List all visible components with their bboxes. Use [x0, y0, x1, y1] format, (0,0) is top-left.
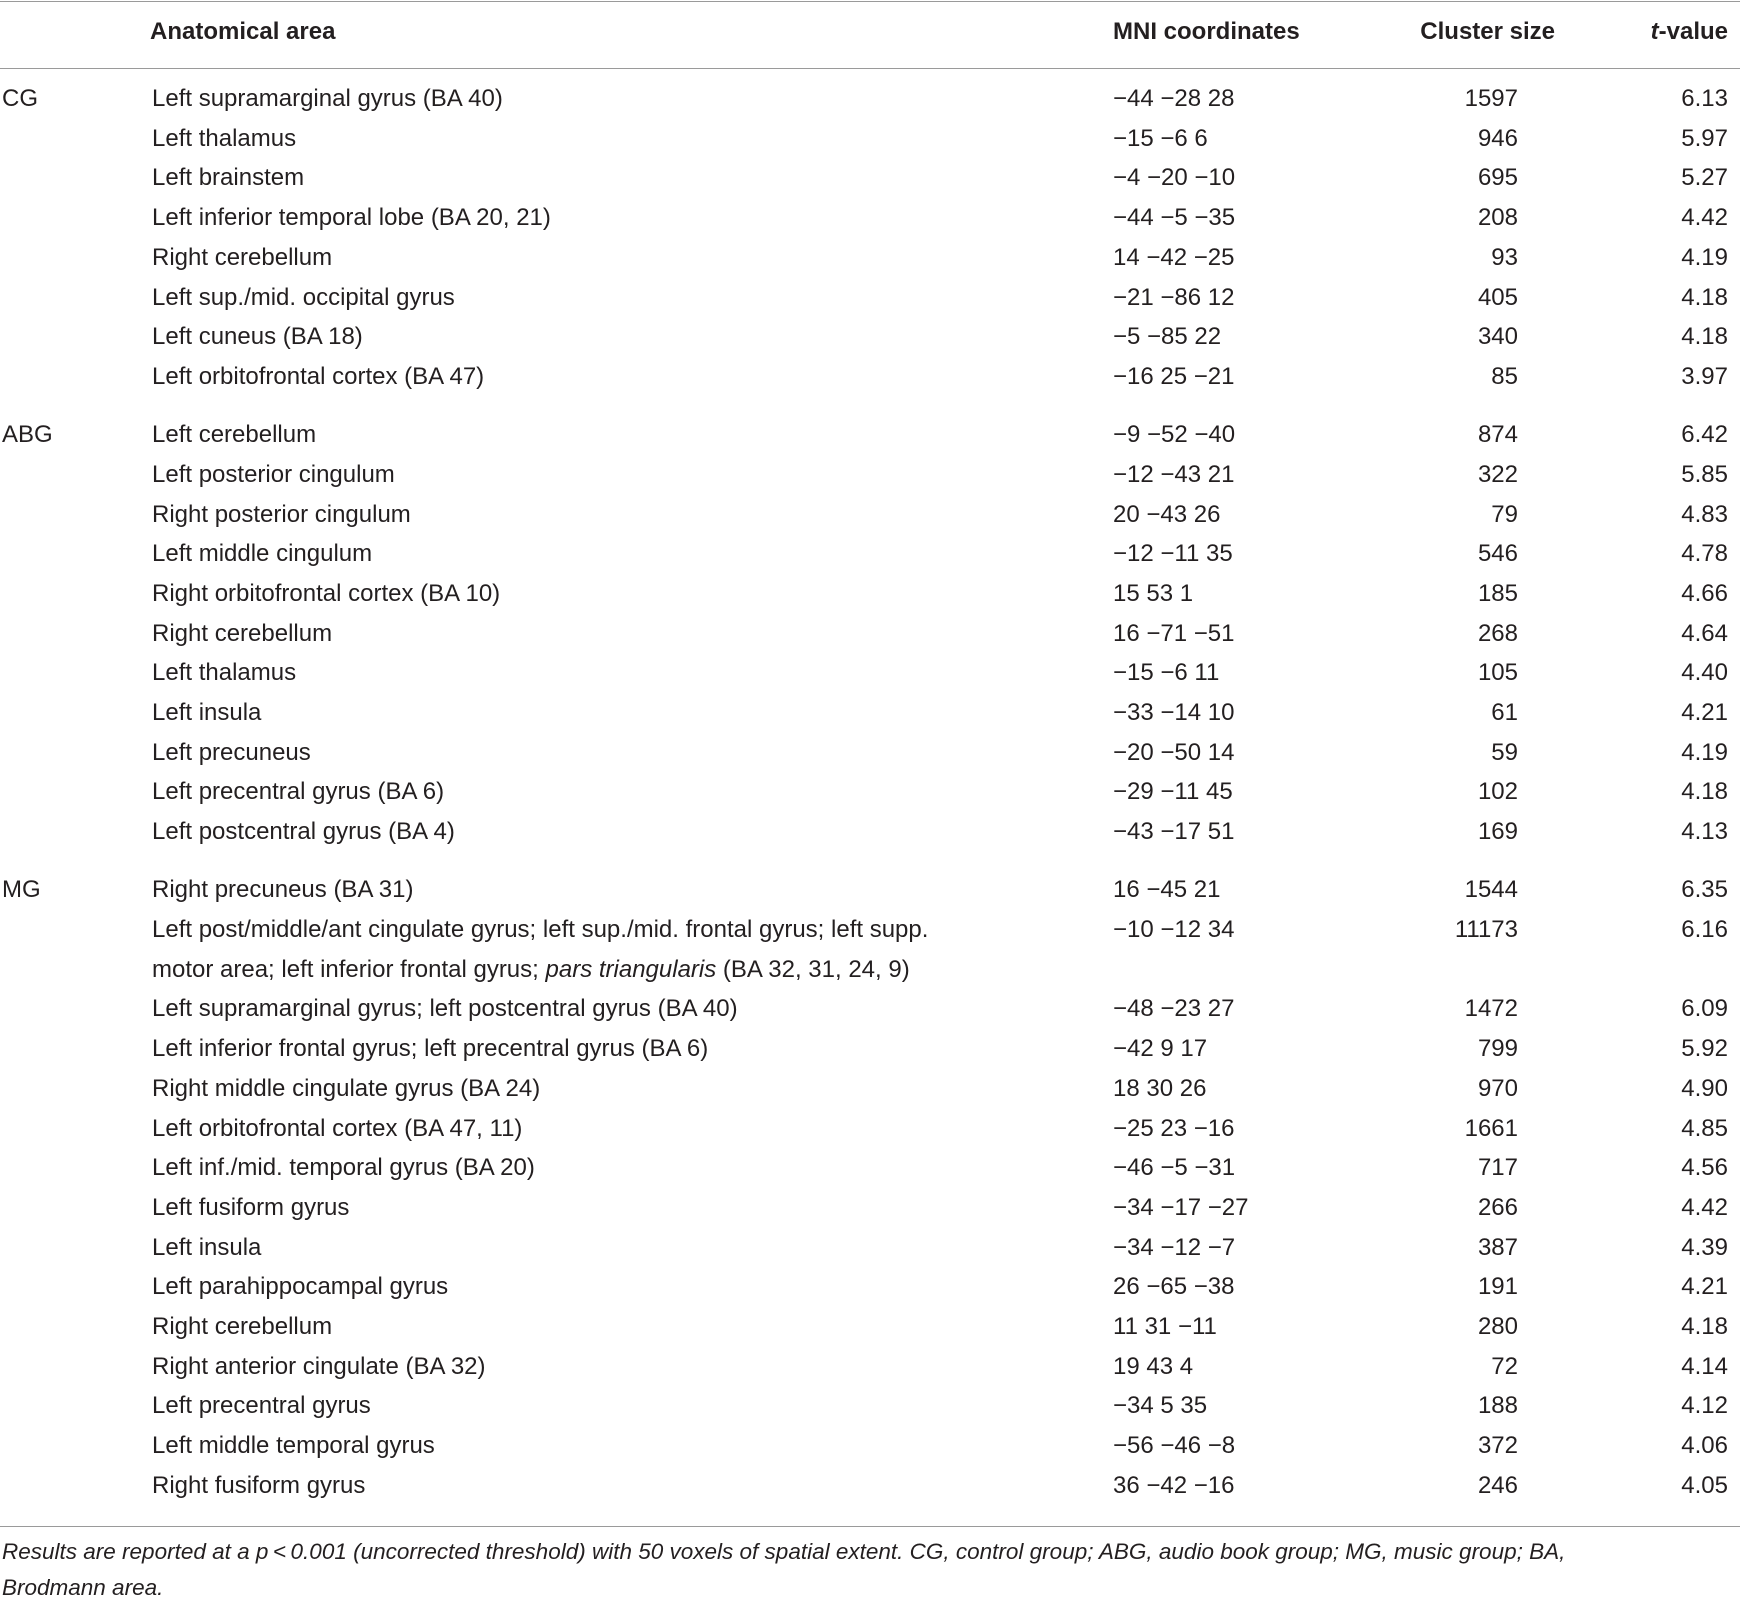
anatomical-area-cell	[152, 1109, 522, 1149]
area-text: Left orbitofrontal cortex (BA 47)	[152, 362, 485, 390]
area-text: Left precuneus	[152, 738, 311, 766]
t-value-cell: 4.14	[1681, 1352, 1728, 1380]
mni-coordinates-cell: 26 −65 −38	[1113, 1273, 1235, 1301]
header-anatomical-area: Anatomical area	[150, 18, 336, 45]
t-value-cell: 5.92	[1681, 1035, 1728, 1063]
t-value-cell: 4.85	[1681, 1114, 1728, 1142]
area-text: Left orbitofrontal cortex (BA 47, 11)	[152, 1114, 523, 1142]
area-text: Right posterior cingulum	[152, 500, 411, 528]
anatomical-area-cell	[152, 1148, 535, 1188]
anatomical-area-cell	[152, 1069, 540, 1109]
anatomical-area-cell	[152, 198, 551, 238]
table-row	[0, 950, 1740, 990]
t-value-cell: 5.85	[1681, 460, 1728, 488]
table-row	[0, 1386, 1740, 1426]
t-value-cell: 6.16	[1681, 916, 1728, 943]
t-value-cell: 4.83	[1681, 500, 1728, 528]
cluster-size-cell: 546	[1477, 540, 1518, 568]
anatomical-area-cell	[152, 1307, 332, 1347]
footnote-line-2: Brodmann area.	[2, 1575, 164, 1600]
top-rule	[0, 1, 1740, 2]
t-value-cell: 4.40	[1681, 659, 1728, 687]
cluster-size-cell: 85	[1491, 362, 1518, 390]
mni-coordinates-cell: 19 43 4	[1113, 1352, 1194, 1380]
mni-coordinates-cell: 11 31 −11	[1113, 1313, 1217, 1340]
t-value-cell: 6.09	[1681, 995, 1728, 1023]
cluster-size-cell: 59	[1491, 738, 1518, 766]
mni-coordinates-cell: −43 −17 51	[1113, 818, 1235, 846]
cluster-size-cell: 268	[1477, 619, 1518, 647]
table-row	[0, 910, 1740, 950]
mni-coordinates-cell: −42 9 17	[1113, 1035, 1208, 1063]
table-row	[0, 1148, 1740, 1188]
anatomical-area-cell	[152, 455, 395, 495]
area-text: Left post/middle/ant cingulate gyrus; left sup./mid. frontal gyrus; left supp.	[152, 916, 929, 943]
area-text: Left supramarginal gyrus; left postcentral gyrus (BA 40)	[152, 995, 738, 1023]
mni-coordinates-cell: 16 −45 21	[1113, 876, 1221, 904]
header-t-value	[1651, 12, 1728, 52]
group-label: CG	[2, 85, 38, 112]
anatomical-area-cell	[152, 574, 500, 614]
anatomical-area-cell	[152, 1029, 708, 1069]
cluster-size-cell: 105	[1477, 659, 1518, 687]
area-text: Left middle cingulum	[152, 540, 373, 568]
anatomical-area-cell	[152, 317, 363, 357]
table-row	[0, 119, 1740, 159]
mni-coordinates-cell: −34 −17 −27	[1113, 1193, 1249, 1221]
mni-coordinates-cell: −15 −6 11	[1113, 659, 1220, 687]
cluster-size-cell: 970	[1477, 1074, 1518, 1102]
area-text: Right middle cingulate gyrus (BA 24)	[152, 1074, 541, 1102]
table-row	[0, 693, 1740, 733]
anatomical-area-cell	[152, 950, 910, 990]
anatomical-area-cell	[152, 158, 304, 198]
table-row	[0, 455, 1740, 495]
area-text: Left thalamus	[152, 659, 297, 687]
cluster-size-cell: 799	[1477, 1035, 1518, 1063]
anatomical-area-cell	[152, 415, 316, 455]
cluster-size-cell: 1544	[1464, 876, 1518, 904]
area-text: Left inf./mid. temporal gyrus (BA 20)	[152, 1154, 535, 1182]
area-text: Left supramarginal gyrus (BA 40)	[152, 85, 503, 112]
mni-coordinates-cell: 14 −42 −25	[1113, 243, 1235, 271]
cluster-size-cell: 79	[1491, 500, 1518, 528]
area-text: Left cuneus (BA 18)	[152, 323, 363, 351]
t-value-cell: 4.64	[1681, 619, 1728, 647]
t-value-cell: 5.27	[1681, 164, 1728, 192]
anatomical-area-cell	[152, 812, 455, 852]
mni-coordinates-cell: −34 5 35	[1113, 1392, 1208, 1420]
anatomical-area-cell	[152, 357, 484, 397]
t-value-cell: 4.19	[1681, 738, 1728, 766]
mni-coordinates-cell: −12 −11 35	[1113, 540, 1233, 568]
anatomical-area-cell	[152, 534, 372, 574]
cluster-size-cell: 266	[1477, 1193, 1518, 1221]
t-value-cell: 4.21	[1681, 699, 1728, 726]
cluster-size-cell: 874	[1477, 421, 1518, 449]
table-row	[0, 733, 1740, 773]
mni-coordinates-cell: −44 −28 28	[1113, 85, 1235, 112]
area-text: Right orbitofrontal cortex (BA 10)	[152, 579, 501, 607]
area-text: Left brainstem	[152, 164, 305, 192]
anatomical-area-cell	[152, 614, 332, 654]
anatomical-area-cell	[152, 1267, 448, 1307]
table-row	[0, 1466, 1740, 1506]
table-row	[0, 1347, 1740, 1387]
mni-coordinates-cell: −16 25 −21	[1113, 362, 1235, 390]
t-value-cell: 4.05	[1681, 1471, 1728, 1499]
t-value-cell: 4.18	[1681, 283, 1728, 311]
mni-coordinates-cell: −12 −43 21	[1113, 460, 1235, 488]
header-t-italic: t	[1650, 18, 1659, 45]
mni-coordinates-cell: −48 −23 27	[1113, 995, 1235, 1023]
table-row	[0, 1029, 1740, 1069]
mni-coordinates-cell: −4 −20 −10	[1113, 164, 1236, 192]
area-text: Left cerebellum	[152, 421, 317, 449]
anatomical-area-cell	[152, 119, 296, 159]
cluster-size-cell: 93	[1491, 243, 1518, 271]
table-row	[0, 653, 1740, 693]
mni-coordinates-cell: −5 −85 22	[1113, 323, 1222, 351]
anatomical-area-cell	[152, 1188, 349, 1228]
t-value-cell: 4.56	[1681, 1154, 1728, 1182]
anatomical-area-cell	[152, 910, 928, 950]
table-row	[0, 1307, 1740, 1347]
anatomical-area-cell	[152, 772, 444, 812]
area-text: Left fusiform gyrus	[152, 1193, 350, 1221]
mni-coordinates-cell: −44 −5 −35	[1113, 204, 1236, 232]
cluster-size-cell: 405	[1477, 283, 1518, 311]
cluster-size-cell: 322	[1477, 460, 1518, 488]
table-header	[0, 12, 1740, 52]
anatomical-area-cell	[152, 79, 503, 119]
cluster-size-cell: 717	[1477, 1154, 1518, 1182]
area-text: Left thalamus	[152, 124, 297, 152]
header-t-rest: -value	[1658, 18, 1728, 45]
t-value-cell: 4.12	[1681, 1392, 1728, 1420]
t-value-cell: 6.42	[1681, 421, 1728, 449]
table-row	[0, 317, 1740, 357]
anatomical-area-cell	[152, 1228, 261, 1268]
mni-coordinates-cell: −34 −12 −7	[1113, 1233, 1236, 1261]
cluster-size-cell: 61	[1491, 699, 1518, 726]
area-tail-text: (BA 32, 31, 24, 9)	[716, 955, 910, 983]
area-text: Right precuneus (BA 31)	[152, 876, 414, 904]
area-text: Left precentral gyrus	[152, 1392, 371, 1420]
mni-coordinates-cell: −9 −52 −40	[1113, 421, 1236, 449]
table-row	[0, 534, 1740, 574]
cluster-size-cell: 102	[1477, 778, 1518, 806]
t-value-cell: 4.13	[1681, 818, 1728, 846]
anatomical-area-cell	[152, 238, 332, 278]
anatomical-area-cell	[152, 278, 455, 318]
area-text: Left precentral gyrus (BA 6)	[152, 778, 445, 806]
cluster-size-cell: 1597	[1464, 85, 1518, 112]
t-value-cell: 4.66	[1681, 579, 1728, 607]
anatomical-area-cell	[152, 1386, 371, 1426]
t-value-cell: 4.19	[1681, 243, 1728, 271]
table-row	[0, 574, 1740, 614]
cluster-size-cell: 246	[1477, 1471, 1518, 1499]
table-row	[0, 357, 1740, 397]
area-text: Left inferior temporal lobe (BA 20, 21)	[152, 204, 551, 232]
table-row	[0, 238, 1740, 278]
cluster-size-cell: 1472	[1464, 995, 1518, 1023]
area-text: Left postcentral gyrus (BA 4)	[152, 818, 455, 846]
anatomical-area-cell	[152, 693, 261, 733]
mni-coordinates-cell: 18 30 26	[1113, 1074, 1207, 1102]
t-value-cell: 4.18	[1681, 778, 1728, 806]
mni-coordinates-cell: 15 53 1	[1113, 579, 1194, 607]
table-row	[0, 614, 1740, 654]
area-italic-text: pars triangularis	[545, 955, 717, 983]
anatomical-area-cell	[152, 870, 413, 910]
cluster-size-cell: 208	[1477, 204, 1518, 232]
area-text: Right anterior cingulate (BA 32)	[152, 1352, 486, 1380]
header-cluster-size: Cluster size	[1420, 18, 1555, 45]
mni-coordinates-cell: −29 −11 45	[1113, 778, 1233, 806]
table-row	[0, 415, 1740, 455]
anatomical-area-cell	[152, 495, 411, 535]
area-text: Left inferior frontal gyrus; left precentral gyrus (BA 6)	[152, 1035, 709, 1063]
table-row	[0, 198, 1740, 238]
table-row	[0, 79, 1740, 119]
group-label: ABG	[2, 421, 53, 449]
t-value-cell: 4.18	[1681, 323, 1728, 351]
cluster-size-cell: 280	[1477, 1313, 1518, 1340]
anatomical-area-cell	[152, 653, 296, 693]
t-value-cell: 4.42	[1681, 204, 1728, 232]
t-value-cell: 4.39	[1681, 1233, 1728, 1261]
bottom-rule	[0, 1526, 1740, 1527]
header-mni-coordinates: MNI coordinates	[1113, 18, 1300, 45]
cluster-size-cell: 695	[1477, 164, 1518, 192]
t-value-cell: 4.06	[1681, 1432, 1728, 1460]
mni-coordinates-cell: 20 −43 26	[1113, 500, 1221, 528]
area-text: Right cerebellum	[152, 1313, 333, 1340]
area-text: Left parahippocampal gyrus	[152, 1273, 449, 1301]
group-label: MG	[2, 876, 41, 904]
cluster-size-cell: 185	[1477, 579, 1518, 607]
anatomical-area-cell	[152, 1347, 486, 1387]
area-text: motor area; left inferior frontal gyrus;	[152, 955, 546, 983]
table-row	[0, 1069, 1740, 1109]
t-value-cell: 4.42	[1681, 1193, 1728, 1221]
area-text: Left sup./mid. occipital gyrus	[152, 283, 455, 311]
cluster-size-cell: 188	[1477, 1392, 1518, 1420]
cluster-size-cell: 11173	[1454, 916, 1518, 943]
mni-coordinates-cell: −21 −86 12	[1113, 283, 1235, 311]
t-value-cell: 4.90	[1681, 1074, 1728, 1102]
mni-coordinates-cell: 36 −42 −16	[1113, 1471, 1235, 1499]
mni-coordinates-cell: −20 −50 14	[1113, 738, 1235, 766]
t-value-cell: 5.97	[1681, 124, 1728, 152]
table-footnote	[2, 1534, 1737, 1606]
cluster-size-cell: 372	[1477, 1432, 1518, 1460]
table-row	[0, 1267, 1740, 1307]
mni-coordinates-cell: −56 −46 −8	[1113, 1432, 1236, 1460]
table-row	[0, 772, 1740, 812]
table-row	[0, 870, 1740, 910]
table-row	[0, 1426, 1740, 1466]
t-value-cell: 4.18	[1681, 1313, 1728, 1340]
t-value-cell: 3.97	[1681, 362, 1728, 390]
area-text: Left insula	[152, 699, 262, 726]
area-text: Left insula	[152, 1233, 262, 1261]
cluster-size-cell: 191	[1477, 1273, 1518, 1301]
t-value-cell: 4.21	[1681, 1273, 1728, 1301]
table-row	[0, 1188, 1740, 1228]
table-row	[0, 812, 1740, 852]
header-rule	[0, 68, 1740, 69]
cluster-size-cell: 1661	[1464, 1114, 1518, 1142]
area-text: Right cerebellum	[152, 243, 333, 271]
cluster-size-cell: 169	[1477, 818, 1518, 846]
table-row	[0, 1109, 1740, 1149]
mni-coordinates-cell: −10 −12 34	[1113, 916, 1235, 943]
mni-coordinates-cell: 16 −71 −51	[1113, 619, 1235, 647]
t-value-cell: 4.78	[1681, 540, 1728, 568]
area-text: Right fusiform gyrus	[152, 1471, 366, 1499]
anatomical-area-cell	[152, 989, 738, 1029]
cluster-size-cell: 946	[1477, 124, 1518, 152]
cluster-size-cell: 340	[1477, 323, 1518, 351]
anatomical-area-cell	[152, 733, 311, 773]
area-text: Left middle temporal gyrus	[152, 1432, 435, 1460]
footnote-line-1: Results are reported at a p < 0.001 (uncorrected threshold) with 50 voxels of spatial extent. CG, control group; ABG, audio book group; MG, music group; BA,	[2, 1539, 1566, 1564]
table-row	[0, 1228, 1740, 1268]
cluster-size-cell: 387	[1477, 1233, 1518, 1261]
mni-coordinates-cell: −33 −14 10	[1113, 699, 1235, 726]
table-row	[0, 989, 1740, 1029]
mni-coordinates-cell: −15 −6 6	[1113, 124, 1208, 152]
table-row	[0, 495, 1740, 535]
mni-coordinates-cell: −25 23 −16	[1113, 1114, 1235, 1142]
area-text: Right cerebellum	[152, 619, 333, 647]
t-value-cell: 6.13	[1681, 85, 1728, 112]
table-row	[0, 278, 1740, 318]
anatomical-area-cell	[152, 1426, 435, 1466]
t-value-cell: 6.35	[1681, 876, 1728, 904]
area-text: Left posterior cingulum	[152, 460, 395, 488]
anatomical-area-cell	[152, 1466, 365, 1506]
mni-coordinates-cell: −46 −5 −31	[1113, 1154, 1236, 1182]
cluster-size-cell: 72	[1491, 1352, 1518, 1380]
table-row	[0, 158, 1740, 198]
